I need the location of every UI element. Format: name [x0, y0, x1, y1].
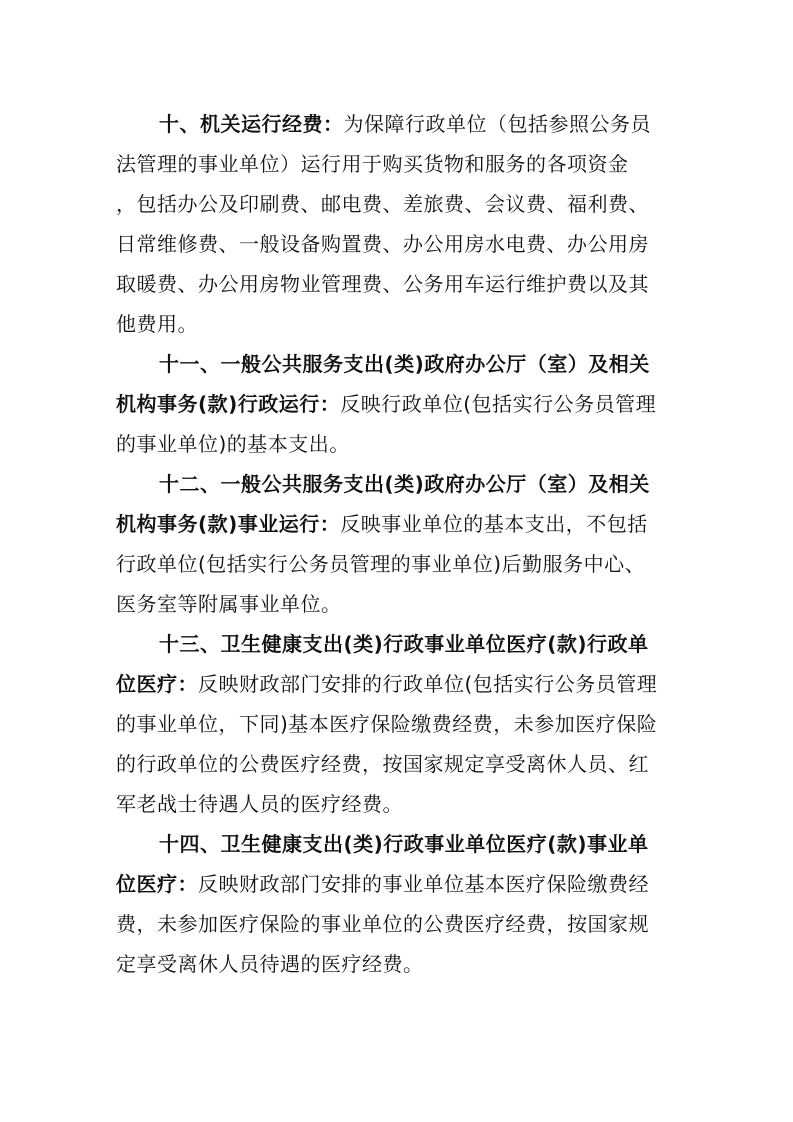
paragraph-line: [116, 824, 692, 864]
paragraph-line: [116, 344, 692, 384]
paragraph-line: [116, 904, 692, 944]
paragraph-line: [116, 464, 692, 504]
document-body: [116, 104, 692, 984]
term-text: 日常维修费、一般设备购置费、办公用房水电费、办公用房: [116, 232, 649, 256]
paragraph-administrative-operating-expenses: [116, 104, 692, 344]
paragraph-line: [116, 544, 692, 584]
term-heading: 十三、卫生健康支出(类)行政事业单位医疗(款)行政单: [159, 632, 649, 656]
term-text: 医务室等附属事业单位。: [116, 592, 342, 616]
term-text: 取暖费、办公用房物业管理费、公务用车运行维护费以及其: [116, 272, 649, 296]
term-heading: 位医疗：: [116, 872, 198, 896]
term-text: 定享受离休人员待遇的医疗经费。: [116, 952, 424, 976]
term-heading: 十一、一般公共服务支出(类)政府办公厅（室）及相关: [159, 352, 650, 376]
paragraph-line: [116, 304, 692, 344]
term-text: 的行政单位的公费医疗经费，按国家规定享受离休人员、红: [116, 752, 649, 776]
paragraph-public-institution-medical: [116, 824, 692, 984]
term-text: ，包括办公及印刷费、邮电费、差旅费、会议费、福利费、: [116, 192, 649, 216]
paragraph-line: [116, 784, 692, 824]
term-heading: 十四、卫生健康支出(类)行政事业单位医疗(款)事业单: [159, 832, 649, 856]
term-text: 为保障行政单位（包括参照公务员: [343, 112, 651, 136]
term-text: 反映事业单位的基本支出，不包括: [340, 512, 648, 536]
term-heading: 位医疗：: [116, 672, 198, 696]
paragraph-line: [116, 144, 692, 184]
paragraph-line: [116, 504, 692, 544]
term-text: 的事业单位，下同)基本医疗保险缴费经费，未参加医疗保险: [116, 712, 658, 736]
term-heading: 机构事务(款)事业运行：: [116, 512, 341, 536]
paragraph-line: [116, 944, 692, 984]
paragraph-administrative-operation: [116, 344, 692, 464]
term-text: 反映财政部门安排的行政单位(包括实行公务员管理: [198, 672, 658, 696]
paragraph-line: [116, 424, 692, 464]
paragraph-line: [116, 184, 692, 224]
paragraph-line: [116, 624, 692, 664]
term-text: 他费用。: [116, 312, 198, 336]
paragraph-public-institution-operation: [116, 464, 692, 624]
term-text: 反映财政部门安排的事业单位基本医疗保险缴费经: [198, 872, 649, 896]
term-text: 法管理的事业单位）运行用于购买货物和服务的各项资金: [116, 152, 629, 176]
paragraph-line: [116, 224, 692, 264]
term-text: 反映行政单位(包括实行公务员管理: [340, 392, 657, 416]
term-text: 行政单位(包括实行公务员管理的事业单位)后勤服务中心、: [116, 552, 646, 576]
paragraph-administrative-unit-medical: [116, 624, 692, 824]
paragraph-line: [116, 264, 692, 304]
paragraph-line: [116, 104, 692, 144]
paragraph-line: [116, 864, 692, 904]
paragraph-line: [116, 744, 692, 784]
term-heading: 机构事务(款)行政运行：: [116, 392, 341, 416]
paragraph-line: [116, 384, 692, 424]
term-text: 军老战士待遇人员的医疗经费。: [116, 792, 403, 816]
paragraph-line: [116, 584, 692, 624]
term-heading: 十二、一般公共服务支出(类)政府办公厅（室）及相关: [159, 472, 650, 496]
term-text: 费，未参加医疗保险的事业单位的公费医疗经费，按国家规: [116, 912, 649, 936]
term-text: 的事业单位)的基本支出。: [116, 432, 350, 456]
paragraph-line: [116, 704, 692, 744]
term-heading: 十、机关运行经费：: [159, 112, 344, 136]
paragraph-line: [116, 664, 692, 704]
